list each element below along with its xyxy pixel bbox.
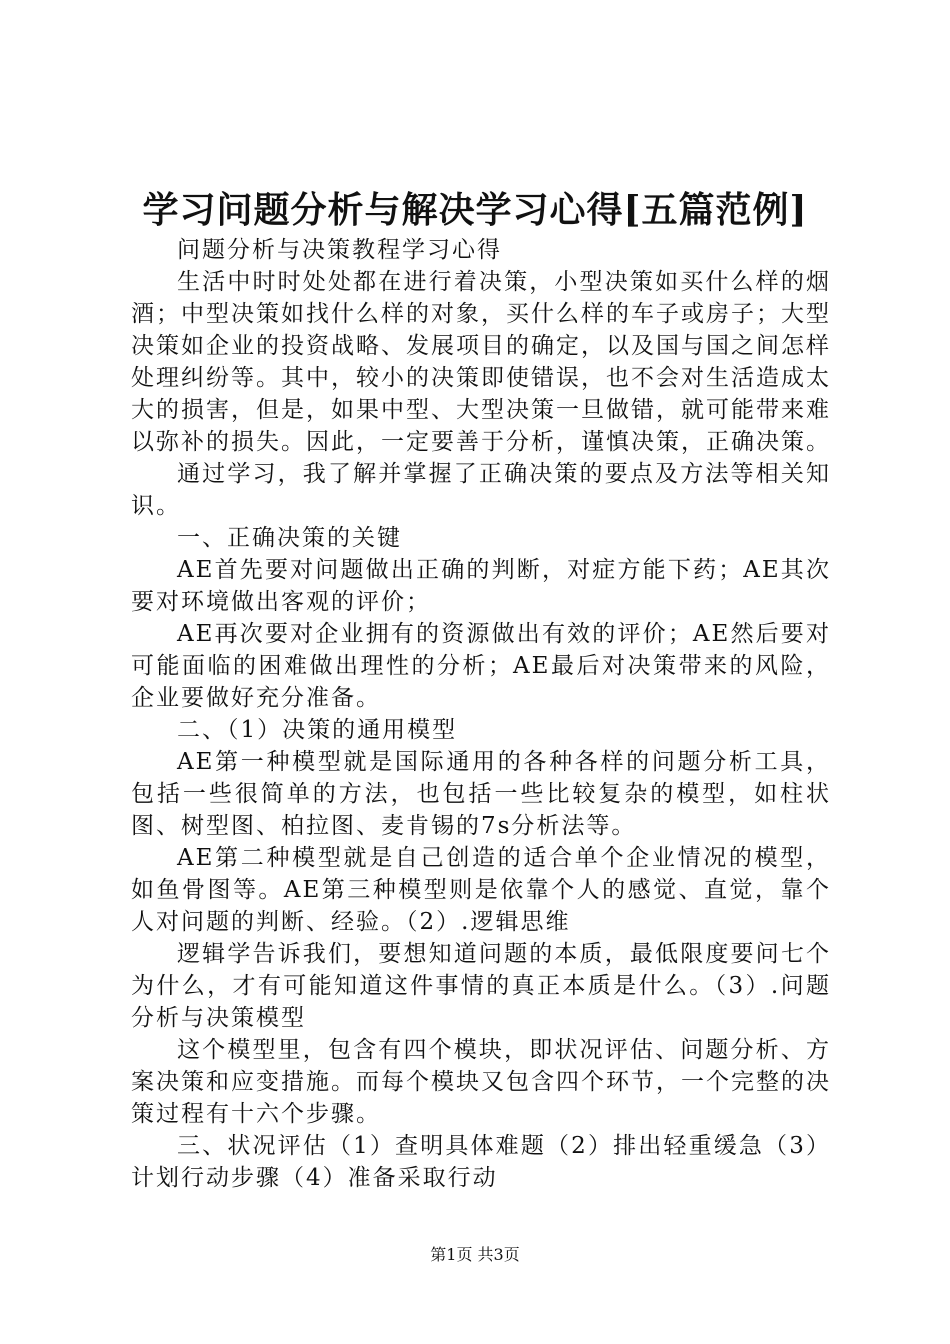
page-footer: 第1页 共3页: [430, 1245, 520, 1264]
paragraph: 通过学习，我了解并掌握了正确决策的要点及方法等相关知识。: [131, 461, 831, 519]
section-heading: 二、（1）决策的通用模型: [177, 717, 458, 743]
paragraph: AE再次要对企业拥有的资源做出有效的评价；AE然后要对可能面临的困难做出理性的分析；AE最后对决策带来的风险，企业要做好充分准备。: [131, 621, 831, 711]
document-body: [131, 234, 831, 1194]
document-title: 学习问题分析与解决学习心得[五篇范例]: [142, 189, 808, 231]
paragraph: 生活中时时处处都在进行着决策，小型决策如买什么样的烟酒；中型决策如找什么样的对象，买什么样的车子或房子；大型决策如企业的投资战略、发展项目的确定，以及国与国之间怎样处理纠纷等。其中，较小的决策即使错误，也不会对生活造成太大的损害，但是，如果中型、大型决策一旦做错，就可能带来难以弥补的损失。因此，一定要善于分析，谨慎决策，正确决策。: [131, 269, 831, 455]
section-heading: 一、正确决策的关键: [177, 525, 402, 551]
paragraph: AE首先要对问题做出正确的判断，对症方能下药；AE其次要对环境做出客观的评价；: [131, 557, 831, 615]
paragraph: 问题分析与决策教程学习心得: [177, 237, 502, 263]
paragraph: 这个模型里，包含有四个模块，即状况评估、问题分析、方案决策和应变措施。而每个模块又包含四个环节，一个完整的决策过程有十六个步骤。: [131, 1037, 831, 1127]
paragraph: AE第一种模型就是国际通用的各种各样的问题分析工具，包括一些很简单的方法，也包括一些比较复杂的模型，如柱状图、树型图、柏拉图、麦肯锡的7s分析法等。: [131, 749, 831, 839]
paragraph: AE第二种模型就是自己创造的适合单个企业情况的模型，如鱼骨图等。AE第三种模型则是依靠个人的感觉、直觉，靠个人对问题的判断、经验。（2）.逻辑思维: [131, 845, 831, 935]
paragraph: 逻辑学告诉我们，要想知道问题的本质，最低限度要问七个为什么，才有可能知道这件事情的真正本质是什么。（3）.问题分析与决策模型: [131, 941, 831, 1031]
section-heading: 三、状况评估（1）查明具体难题（2）排出轻重缓急（3）计划行动步骤（4）准备采取行动: [131, 1133, 831, 1191]
